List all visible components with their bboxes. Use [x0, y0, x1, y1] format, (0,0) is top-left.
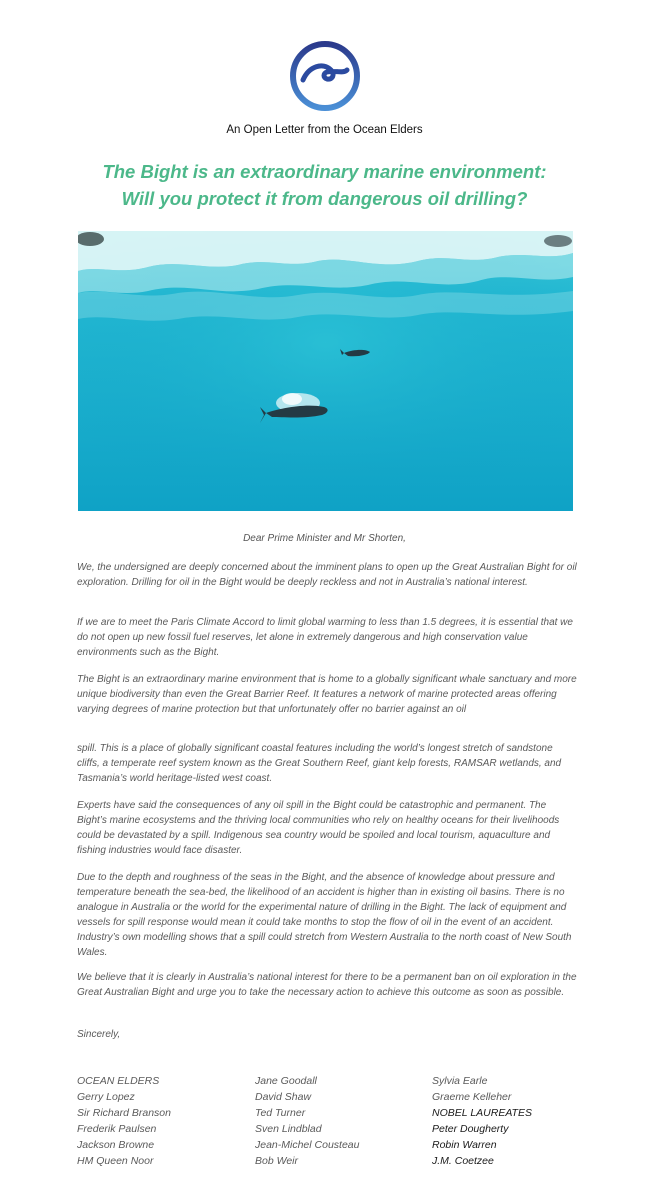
signatory: Frederik Paulsen	[77, 1123, 157, 1135]
paragraph-concern: We, the undersigned are deeply concerned about the imminent plans to open up the Great Australian Bight for oil exploration. Drilling for oil in the Bight would be deeply reckless and not in Australia’s national interest.	[77, 562, 577, 588]
signatories-column-2	[255, 1073, 359, 1169]
paragraph-risk: Due to the depth and roughness of the seas in the Bight, and the absence of knowledge about pressure and temperature beneath the sea-bed, the likelihood of an accident is higher than in existing oil basins. There is no analogue in Australia or the world for the experimental nature of drilling in the Bight. The lack of equipment and vessels for spill response would mean it could take months to stop the flow of oil in the event of an accident. Industry’s own modelling shows that a spill could stretch from Western Australia to the north coast of New South Wales.	[77, 872, 572, 958]
signatory: Sven Lindblad	[255, 1123, 322, 1135]
signatory: Robin Warren	[432, 1139, 497, 1151]
signatory-heading: NOBEL LAUREATES	[432, 1107, 532, 1119]
letter-subtitle: An Open Letter from the Ocean Elders	[226, 124, 423, 136]
headline-line-2: Will you protect it from dangerous oil drilling?	[121, 188, 528, 209]
signatory: J.M. Coetzee	[432, 1155, 494, 1167]
letter-closing: Sincerely,	[77, 1029, 121, 1040]
ocean-photo	[78, 231, 573, 511]
paragraph-environment: The Bight is an extraordinary marine environment that is home to a globally significant whale sanctuary and more unique biodiversity than even the Great Barrier Reef. It features a network of marine protected areas offering varying degrees of marine protection but that unfortunately offer no barrier against an oil	[77, 674, 577, 715]
wave-logo-icon	[289, 40, 361, 112]
letter-greeting: Dear Prime Minister and Mr Shorten,	[243, 533, 406, 544]
signatory: Graeme Kelleher	[432, 1091, 512, 1103]
signatories-column-3	[432, 1073, 532, 1169]
signatory: OCEAN ELDERS	[77, 1075, 160, 1087]
signatory: Peter Dougherty	[432, 1123, 509, 1135]
signatory: Ted Turner	[255, 1107, 306, 1119]
signatory: Jane Goodall	[255, 1075, 317, 1087]
page-title	[40, 158, 609, 212]
signatory: Jackson Browne	[77, 1139, 155, 1151]
signatory: Sir Richard Branson	[77, 1107, 171, 1119]
ocean-whales-aerial-photo-icon	[78, 231, 573, 511]
signatory: Sylvia Earle	[432, 1075, 488, 1087]
signatory: David Shaw	[255, 1091, 312, 1103]
signatory: Bob Weir	[255, 1155, 298, 1167]
paragraph-climate: If we are to meet the Paris Climate Accord to limit global warming to less than 1.5 degrees, it is essential that we do not open up new fossil fuel reserves, let alone in extremely dangerous and high conservation value environments such as the Bight.	[77, 617, 573, 658]
signatory: Jean-Michel Cousteau	[255, 1139, 360, 1151]
paragraph-coastal-features: spill. This is a place of globally significant coastal features including the world’s longest stretch of sandstone cliffs, a temperate reef system known as the Great Southern Reef, giant kelp forests, RAMSAR wetlands, and Tasmania’s world heritage-listed west coast.	[77, 743, 562, 784]
paragraph-consequences: Experts have said the consequences of any oil spill in the Bight could be catastrophic and permanent. The Bight’s marine ecosystems and the thriving local communities who rely on healthy oceans for their livelihoods could be devastated by a spill. Indigenous sea country would be spoiled and local tourism, aquaculture and fishing industries would face disaster.	[77, 800, 560, 856]
ocean-elders-logo	[289, 40, 361, 112]
signatory: HM Queen Noor	[77, 1155, 154, 1167]
signatory: Gerry Lopez	[77, 1091, 135, 1103]
paragraph-request: We believe that it is clearly in Australia’s national interest for there to be a permanent ban on oil exploration in the Great Australian Bight and urge you to take the necessary action to achieve this outcome as soon as possible.	[77, 972, 577, 998]
signatories-column-1	[77, 1073, 171, 1169]
headline-line-1: The Bight is an extraordinary marine environment:	[102, 161, 547, 182]
